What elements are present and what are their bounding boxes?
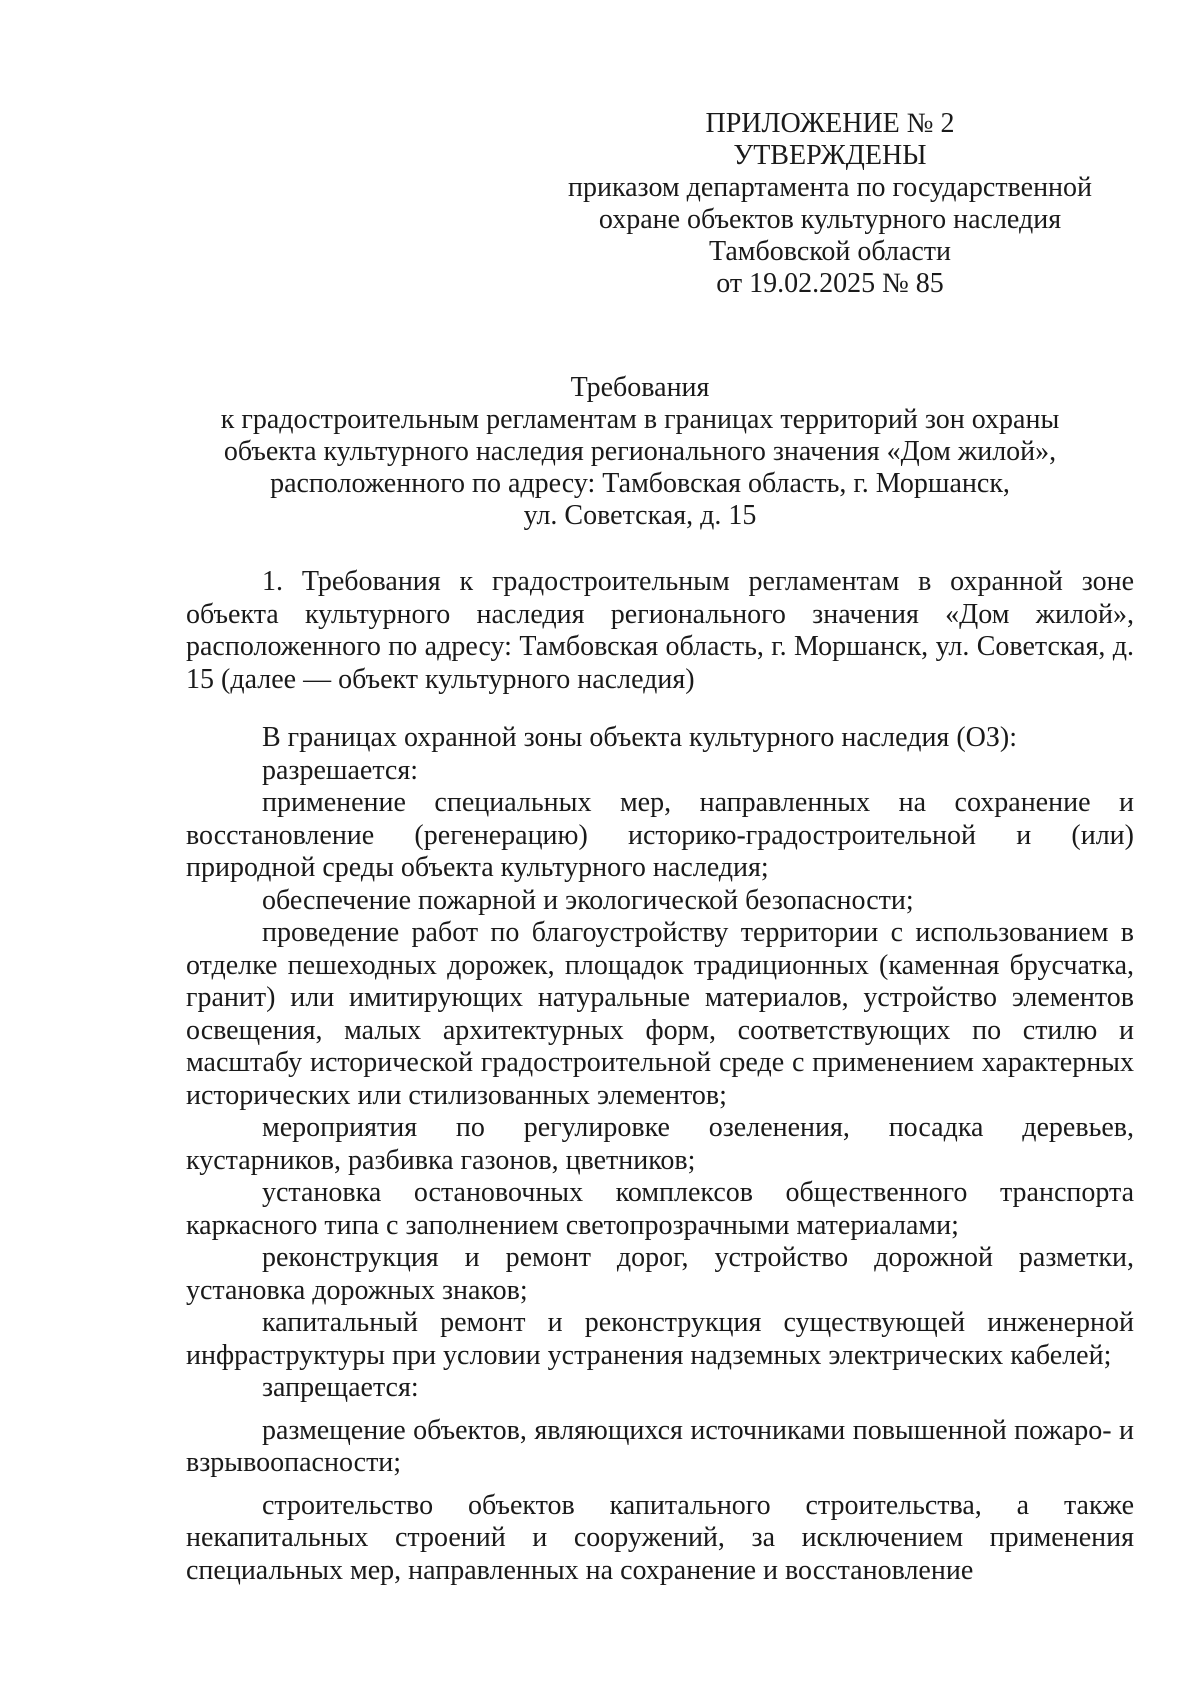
paragraph-allowed-item: установка остановочных комплексов общественного транспорта каркасного типа с заполнением светопрозрачными материалами; xyxy=(186,1177,1134,1241)
title-line: расположенного по адресу: Тамбовская область, г. Моршанск, xyxy=(270,468,1010,499)
title-line: к градостроительным регламентам в границах территорий зон охраны xyxy=(220,404,1060,435)
document-title xyxy=(140,372,1140,532)
paragraph-forbidden-item: строительство объектов капитального строительства, а также некапитальных строений и сооружений, за исключением применения специальных мер, направленных на сохранение и восстановление xyxy=(186,1489,1134,1586)
paragraph-allowed-label: разрешается: xyxy=(262,754,418,786)
appendix-number: ПРИЛОЖЕНИЕ № 2 xyxy=(705,108,955,139)
paragraph-allowed-item: применение специальных мер, направленных на сохранение и восстановление (регенерацию) историко-градостроительной и (или) природной среды объекта культурного наследия; xyxy=(186,787,1134,883)
paragraph-scope: В границах охранной зоны объекта культурного наследия (ОЗ): xyxy=(262,722,1017,753)
paragraph-allowed-item: реконструкция и ремонт дорог, устройство дорожной разметки, установка дорожных знаков; xyxy=(186,1242,1134,1306)
approval-line: приказом департамента по государственной xyxy=(567,172,1093,203)
title-line: ул. Советская, д. 15 xyxy=(523,500,757,531)
paragraph-allowed-item: капитальный ремонт и реконструкция существующей инженерной инфраструктуры при условии устранения надземных электрических кабелей; xyxy=(186,1307,1134,1371)
paragraph-forbidden-item: размещение объектов, являющихся источниками повышенной пожаро- и взрывоопасности; xyxy=(186,1414,1134,1478)
approval-header xyxy=(540,108,1120,300)
document-body xyxy=(186,566,1134,1587)
approval-line: охране объектов культурного наследия xyxy=(598,204,1062,235)
paragraph-forbidden-label: запрещается: xyxy=(262,1372,419,1403)
paragraph-allowed-item: проведение работ по благоустройству территории с использованием в отделке пешеходных дорожек, площадок традиционных (каменная брусчатка, гранит) или имитирующих натуральные материалов, устройство элементов освещения, малых архитектурных форм, соответствующих по стилю и масштабу исторической градостроительной среде с применением характерных исторических или стилизованных элементов; xyxy=(186,917,1134,1111)
title-line: объекта культурного наследия регионального значения «Дом жилой», xyxy=(223,436,1057,467)
paragraph-allowed-item: обеспечение пожарной и экологической безопасности; xyxy=(262,884,914,916)
paragraph-allowed-item: мероприятия по регулировке озеленения, посадка деревьев, кустарников, разбивка газонов, цветников; xyxy=(186,1112,1134,1176)
order-date-number: от 19.02.2025 № 85 xyxy=(716,268,944,299)
approval-line: Тамбовской области xyxy=(708,236,952,267)
paragraph-1: 1. Требования к градостроительным регламентам в охранной зоне объекта культурного наследия регионального значения «Дом жилой», расположенного по адресу: Тамбовская область, г. Моршанск, ул. Советская, д. 15 (далее — объект культурного наследия) xyxy=(186,566,1134,695)
title-line: Требования xyxy=(570,372,710,403)
approved-label: УТВЕРЖДЕНЫ xyxy=(733,140,927,171)
